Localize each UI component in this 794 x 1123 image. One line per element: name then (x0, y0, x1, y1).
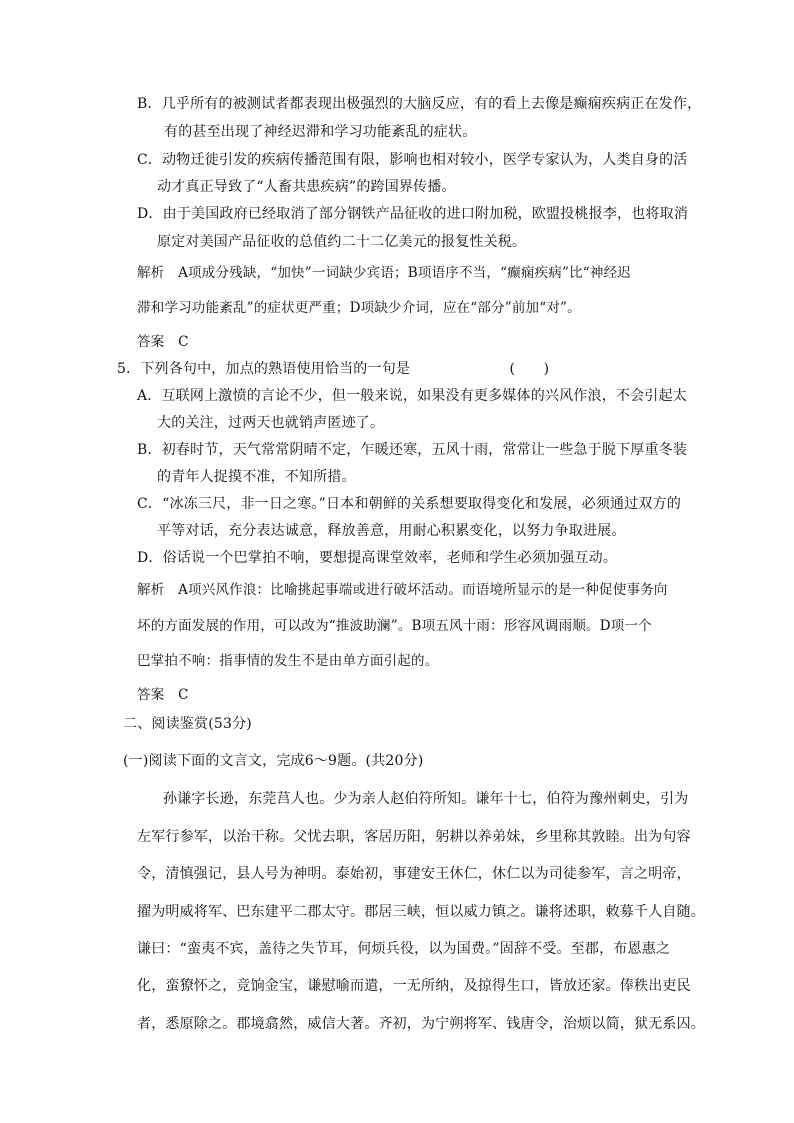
passage-line-7: 者，悉原除之。郡境翕然，威信大著。齐初，为宁朔将军、钱唐令，治烦以简，狱无系囚。 (137, 1016, 705, 1032)
option-c-line-1: C．动物迁徙引发的疾病传播范围有限，影响也相对较小，医学专家认为，人类自身的活 (137, 152, 688, 168)
analysis-4-line-1: 解析 A项成分残缺，“加快”一词缺少宾语；B项语序不当，“癫痫疾病”比“神经迟 (137, 265, 631, 281)
passage-line-4: 擢为明威将军、巴东建平二郡太守。郡居三峡，恒以威力镇之。谦将述职，敕募千人自随。 (137, 904, 705, 920)
q5-option-b-line-2: 的青年人捉摸不准，不知所措。 (157, 469, 356, 485)
option-b-line-2: 有的甚至出现了神经迟滞和学习功能紊乱的症状。 (164, 124, 477, 140)
option-d-line-1: D．由于美国政府已经取消了部分钢铁产品征收的进口附加税，欧盟投桃报李，也将取消 (137, 206, 689, 222)
q5-option-c-line-1: C．“冰冻三尺，非一日之寒。”日本和朝鲜的关系想要取得变化和发展，必须通过双方的 (137, 496, 682, 512)
analysis-5-line-3: 巴掌拍不响：指事情的发生不是由单方面引起的。 (137, 653, 439, 669)
answer-4: 答案 C (137, 334, 189, 350)
passage-line-1: 孙谦字长逊，东莞莒人也。少为亲人赵伯符所知。谦年十七，伯符为豫州刺史，引为 (163, 791, 689, 807)
q5-option-c-line-2: 平等对话，充分表达诚意，释放善意，用耐心积累变化，以努力争取进展。 (157, 523, 626, 539)
passage-line-6: 化，蛮獠怀之，竞饷金宝，谦慰喻而遣，一无所纳，及掠得生口，皆放还家。俸秩出吏民 (137, 978, 691, 994)
option-b-line-1: B．几乎所有的被测试者都表现出极强烈的大脑反应，有的看上去像是癫痫疾病正在发作， (137, 96, 702, 112)
option-a-line-1: A．互联网上激愤的言论不少，但一般来说，如果没有更多媒体的兴风作浪，不会引起太 (137, 388, 687, 404)
option-c-line-2: 动才真正导致了“人畜共患疾病”的跨国界传播。 (157, 179, 456, 195)
passage-line-5: 谦曰：“蛮夷不宾，盖待之失节耳，何烦兵役，以为国费。”固辞不受。至郡，布恩惠之 (137, 941, 671, 957)
option-a-line-2: 大的关注，过两天也就销声匿迹了。 (157, 415, 385, 431)
q5-option-b-line-1: B．初春时节，天气常常阴晴不定，乍暖还寒，五风十雨，常常让一些急于脱下厚重冬装 (137, 442, 688, 458)
answer-5: 答案 C (137, 687, 189, 703)
passage-line-3: 令，清慎强记，县人号为神明。泰始初，事建安王休仁，休仁以为司徒参军，言之明帝， (137, 866, 691, 882)
passage-line-2: 左军行参军，以治干称。父忧去职，客居历阳，躬耕以养弟妹，乡里称其敦睦。出为句容 (137, 829, 691, 845)
question-5-stem: 5．下列各句中，加点的熟语使用恰当的一句是 ( ) (117, 361, 550, 377)
section-heading-reading: 二、阅读鉴赏(53分) (123, 716, 252, 732)
subsection-heading-classical: (一)阅读下面的文言文，完成6～9题。(共20分) (123, 753, 424, 769)
option-d-line-2: 原定对美国产品征收的总值约二十二亿美元的报复性关税。 (157, 234, 527, 250)
analysis-4-line-2: 滞和学习功能紊乱”的症状更严重；D项缺少介词，应在“部分”前加“对”。 (137, 300, 581, 316)
q5-option-d: D．俗话说一个巴掌拍不响，要想提高课堂效率，老师和学生必须加强互动。 (137, 550, 618, 566)
analysis-5-line-1: 解析 A项兴风作浪：比喻挑起事端或进行破坏活动。而语境所显示的是一种促使事务向 (137, 582, 668, 598)
analysis-5-line-2: 坏的方面发展的作用，可以改为“推波助澜”。B项五风十雨：形容风调雨顺。D项一个 (137, 618, 652, 634)
